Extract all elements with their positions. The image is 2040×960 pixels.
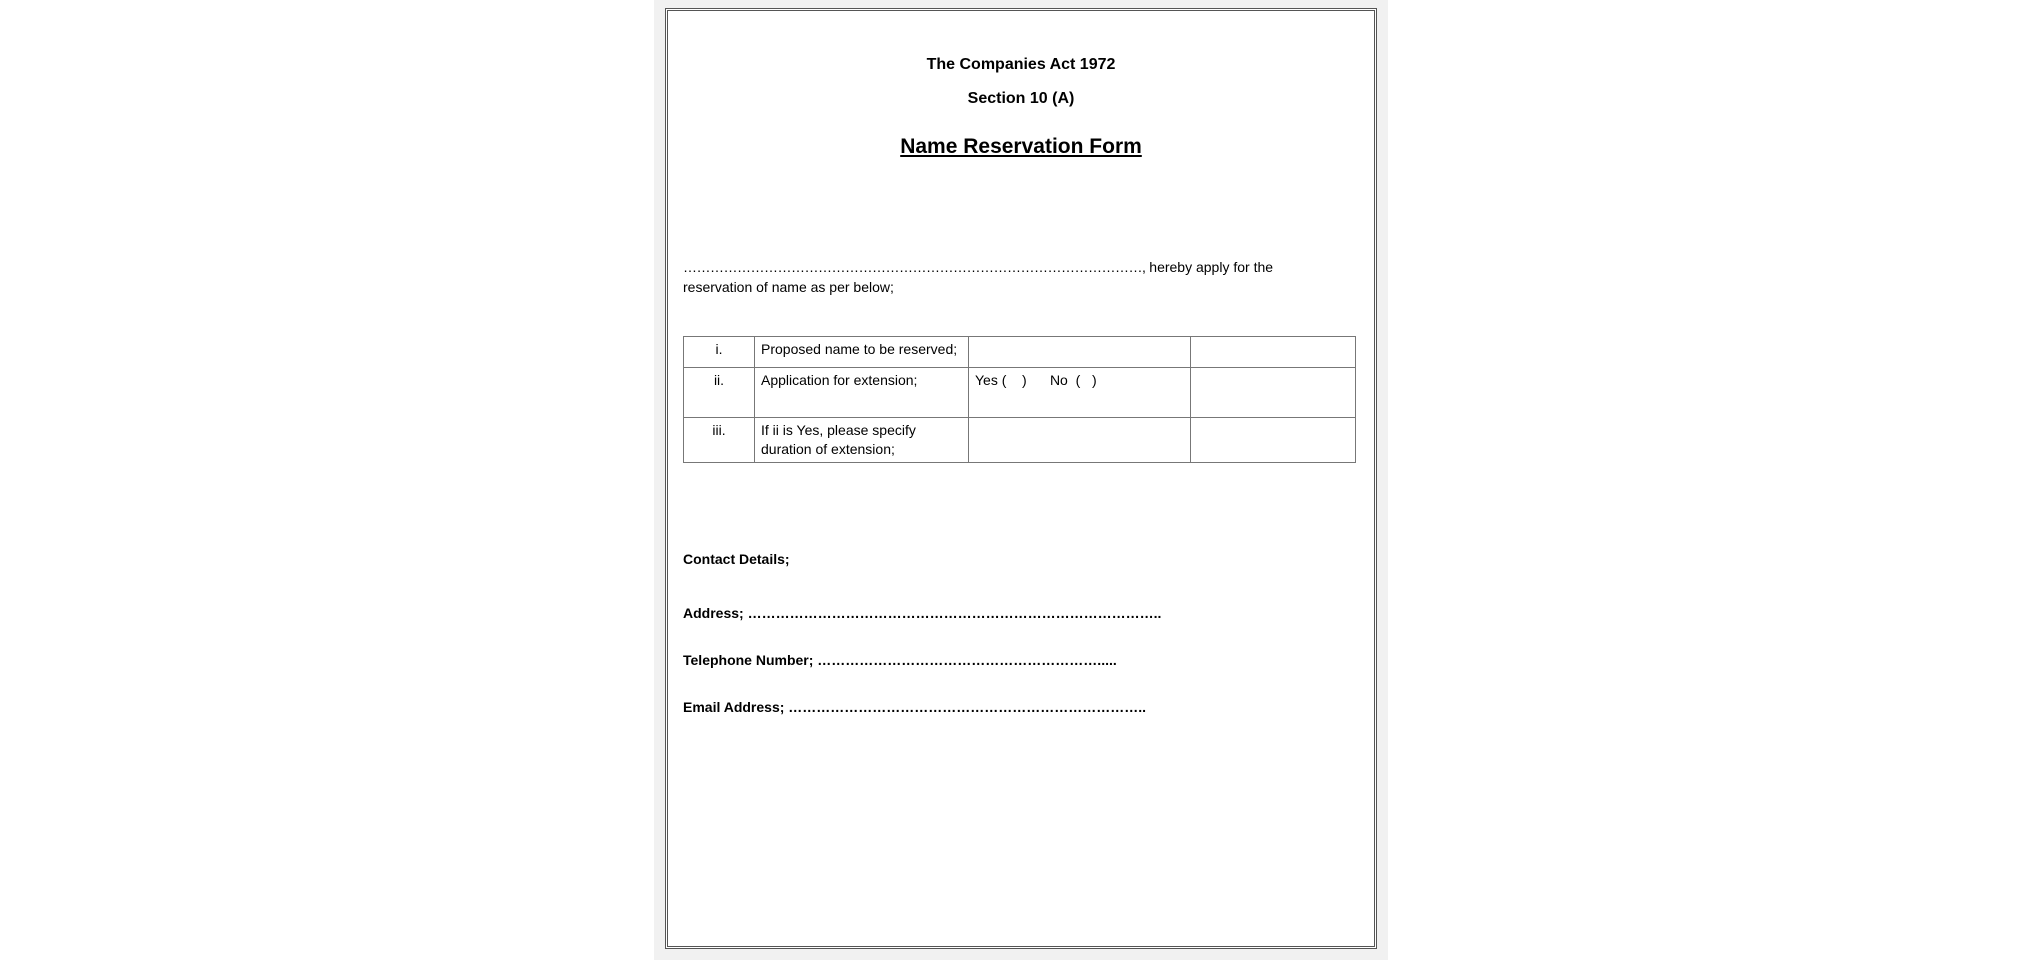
intro-paragraph — [683, 257, 1343, 297]
table-row — [684, 368, 1356, 418]
table-row — [684, 418, 1356, 463]
extension-yes-no[interactable]: Yes ( ) No ( ) — [969, 368, 1191, 418]
row-number: ii. — [684, 368, 755, 418]
reservation-table — [683, 336, 1356, 463]
email-field[interactable]: Email Address; ………………………………………………………………….. — [683, 699, 1147, 715]
address-field[interactable]: Address; …………………………………………………………………………….. — [683, 605, 1162, 621]
table-row — [684, 337, 1356, 368]
row-label: If ii is Yes, please specify duration of extension; — [755, 418, 969, 463]
row-answer-field[interactable] — [969, 418, 1191, 463]
row-extra-field[interactable] — [1191, 368, 1356, 418]
row-number: i. — [684, 337, 755, 368]
row-extra-field[interactable] — [1191, 337, 1356, 368]
applicant-name-blank[interactable]: …………………………………………………………………………………………, — [683, 259, 1146, 275]
row-label: Proposed name to be reserved; — [755, 337, 969, 368]
document-page — [665, 8, 1377, 949]
intro-text: hereby apply for the reservation of name as per below; — [683, 259, 1274, 295]
row-label: Application for extension; — [755, 368, 969, 418]
form-title: Name Reservation Form — [900, 135, 1142, 158]
row-number: iii. — [684, 418, 755, 463]
contact-heading: Contact Details; — [683, 551, 790, 567]
section-title: Section 10 (A) — [967, 90, 1075, 107]
row-extra-field[interactable] — [1191, 418, 1356, 463]
act-title: The Companies Act 1972 — [926, 56, 1116, 73]
telephone-field[interactable]: Telephone Number; ……………………………………………………..... — [683, 652, 1117, 668]
row-answer-field[interactable] — [969, 337, 1191, 368]
